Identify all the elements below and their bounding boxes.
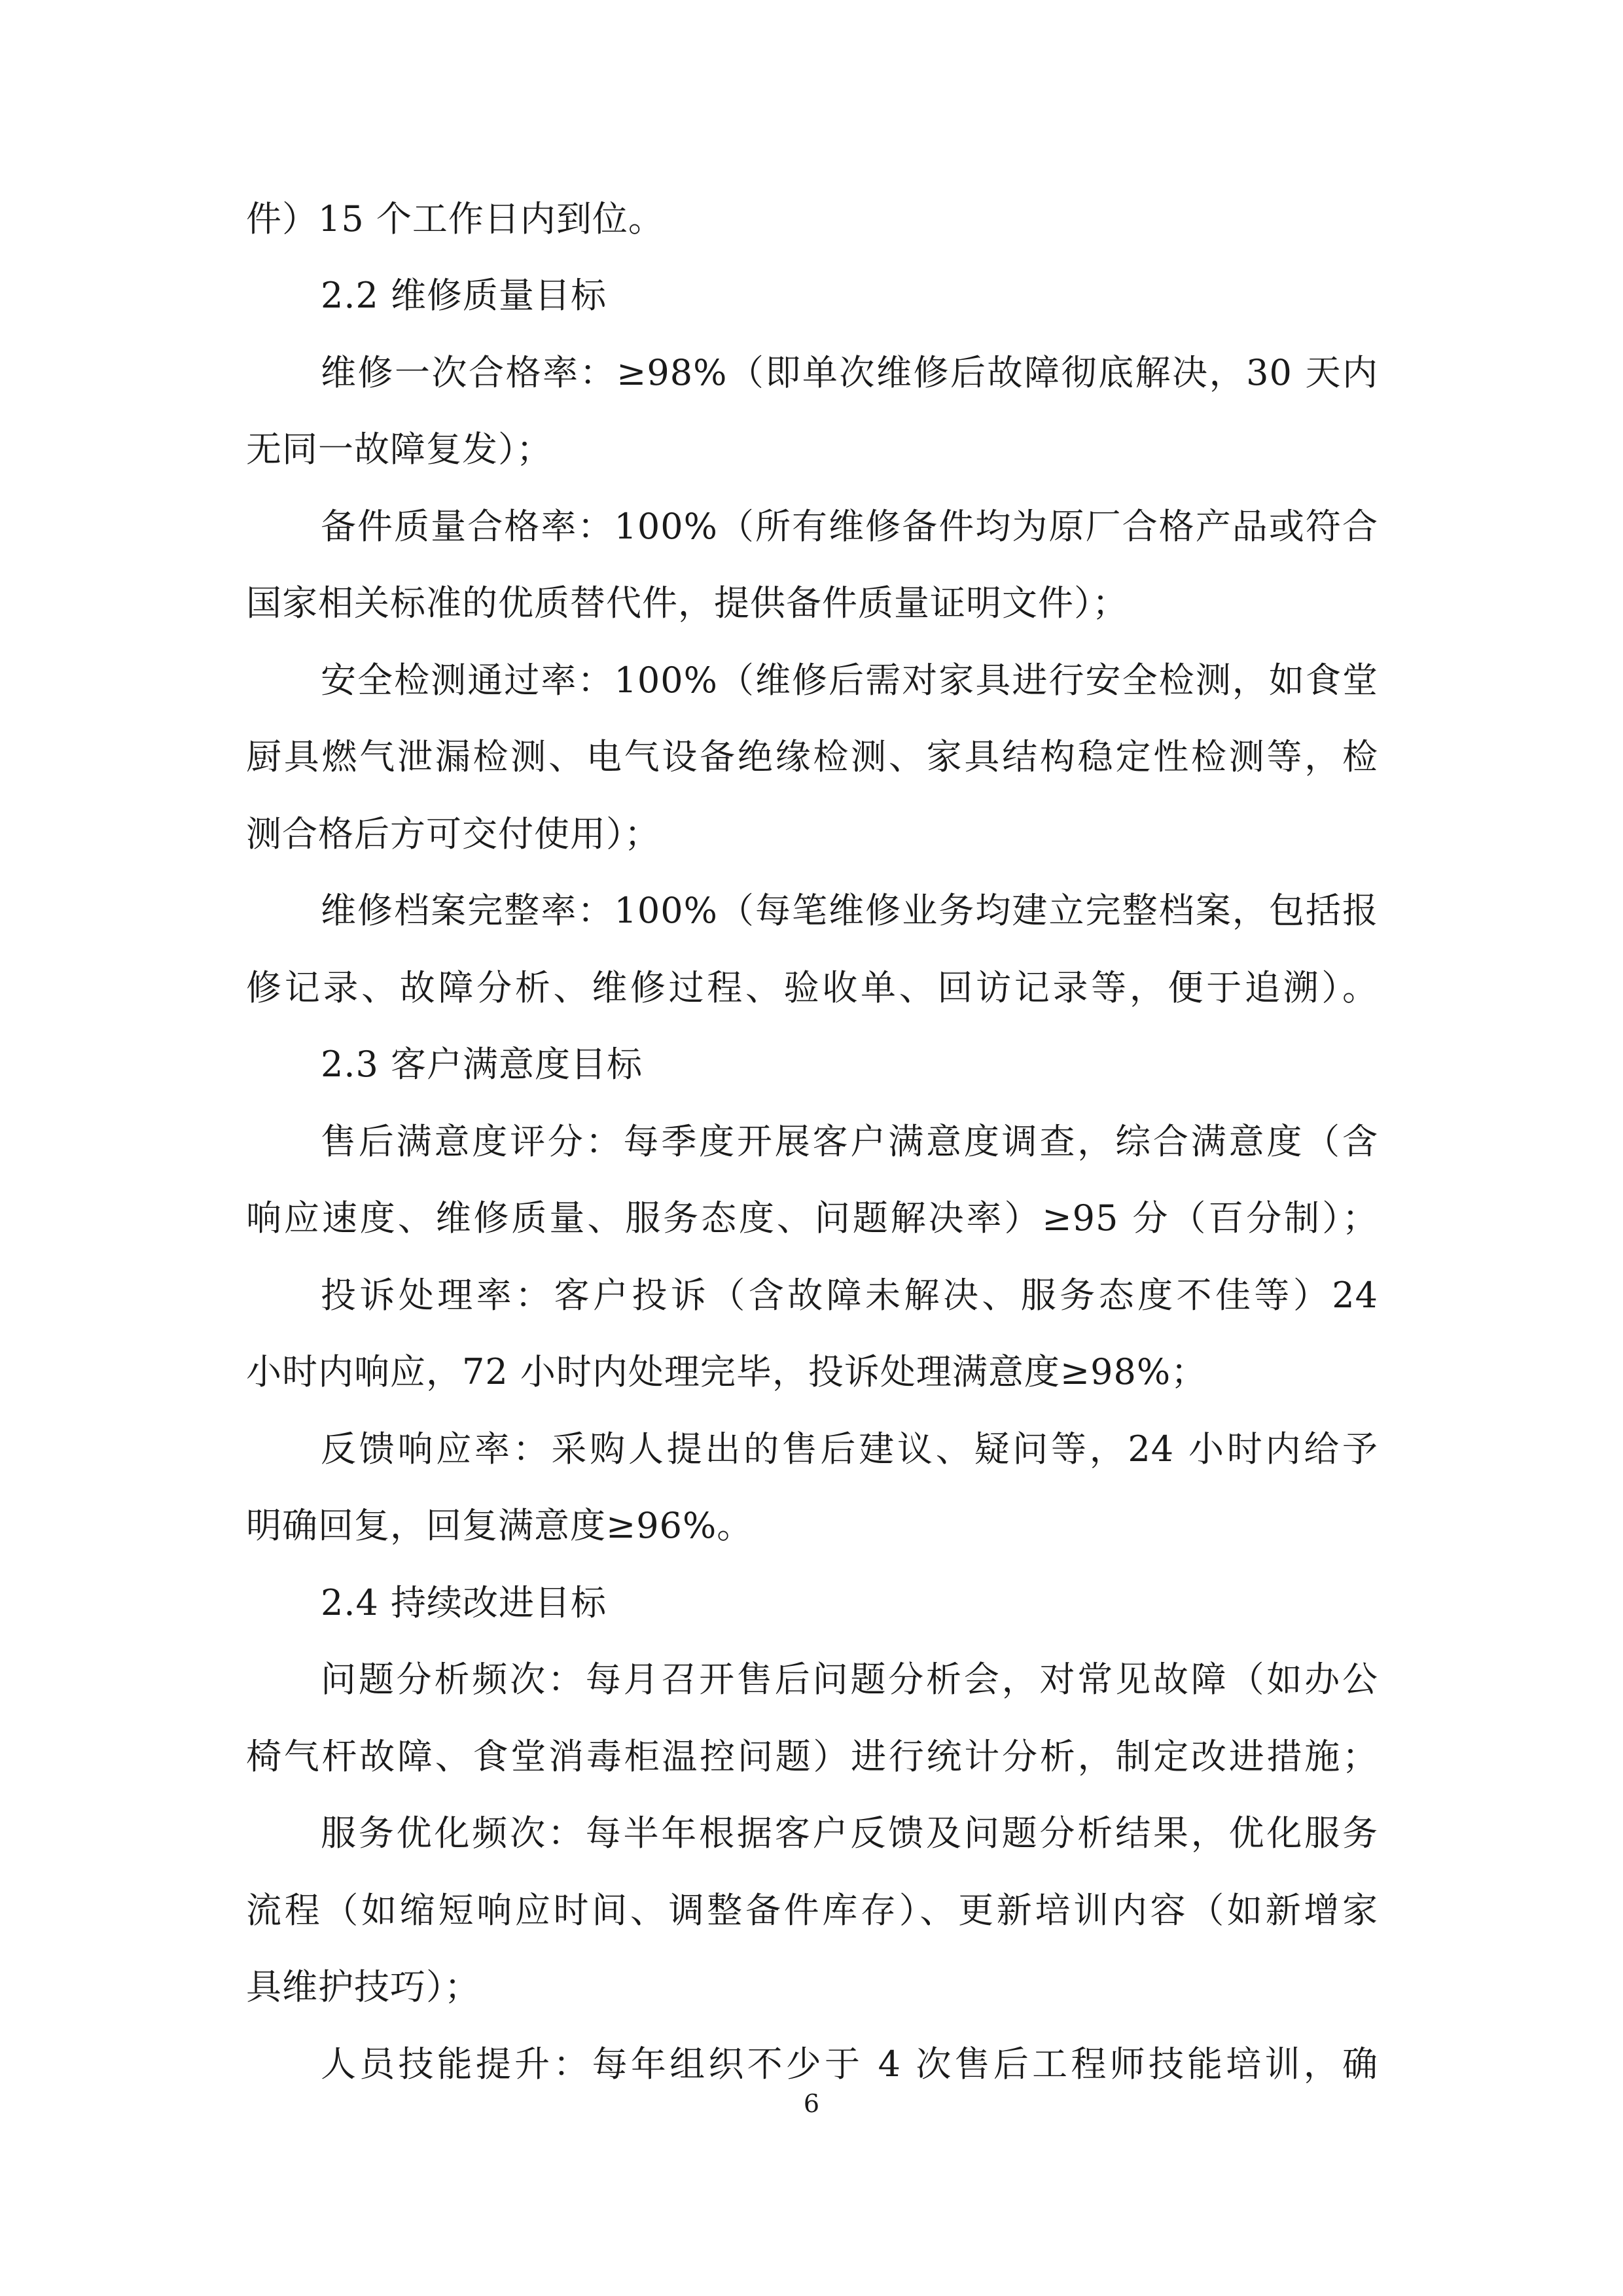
text-line: 国家相关标准的优质替代件，提供备件质量证明文件）；	[246, 582, 1128, 624]
text-line: 流程（如缩短响应时间、调整备件库存）、更新培训内容（如新增家	[246, 1890, 1378, 1931]
text-line: 维修档案完整率：100%（每笔维修业务均建立完整档案，包括报	[321, 890, 1378, 931]
text-line: 备件质量合格率：100%（所有维修备件均为原厂合格产品或符合	[321, 506, 1378, 547]
text-line: 小时内响应，72 小时内处理完毕，投诉处理满意度≥98%；	[246, 1351, 1207, 1392]
text-line: 具维护技巧）；	[246, 1966, 480, 2007]
text-line: 件）15 个工作日内到位。	[246, 198, 664, 239]
text-line: 售后满意度评分：每季度开展客户满意度调查，综合满意度（含	[321, 1121, 1378, 1162]
text-line: 修记录、故障分析、维修过程、验收单、回访记录等，便于追溯）。	[246, 967, 1378, 1008]
text-line: 服务优化频次：每半年根据客户反馈及问题分析结果，优化服务	[321, 1812, 1378, 1854]
page-number: 6	[803, 2089, 820, 2118]
text-line: 人员技能提升：每年组织不少于 4 次售后工程师技能培训，确	[321, 2043, 1378, 2085]
text-line: 厨具燃气泄漏检测、电气设备绝缘检测、家具结构稳定性检测等，检	[246, 736, 1378, 777]
text-line: 响应速度、维修质量、服务态度、问题解决率）≥95 分（百分制）；	[246, 1197, 1378, 1239]
text-line: 无同一故障复发）；	[246, 429, 552, 470]
section-heading-2-4: 2.4 持续改进目标	[321, 1582, 607, 1623]
text-line: 反馈响应率：采购人提出的售后建议、疑问等，24 小时内给予	[321, 1428, 1378, 1470]
text-line: 测合格后方可交付使用）；	[246, 813, 660, 855]
text-line: 安全检测通过率：100%（维修后需对家具进行安全检测，如食堂	[321, 660, 1378, 701]
section-heading-2-2: 2.2 维修质量目标	[321, 275, 607, 316]
text-line: 维修一次合格率：≥98%（即单次维修后故障彻底解决，30 天内	[321, 352, 1378, 393]
text-line: 椅气杆故障、食堂消毒柜温控问题）进行统计分析，制定改进措施；	[246, 1736, 1378, 1777]
text-line: 问题分析频次：每月召开售后问题分析会，对常见故障（如办公	[321, 1659, 1378, 1700]
section-heading-2-3: 2.3 客户满意度目标	[321, 1044, 643, 1085]
text-line: 明确回复，回复满意度≥96%。	[246, 1505, 753, 1546]
text-line: 投诉处理率：客户投诉（含故障未解决、服务态度不佳等）24	[321, 1275, 1378, 1316]
